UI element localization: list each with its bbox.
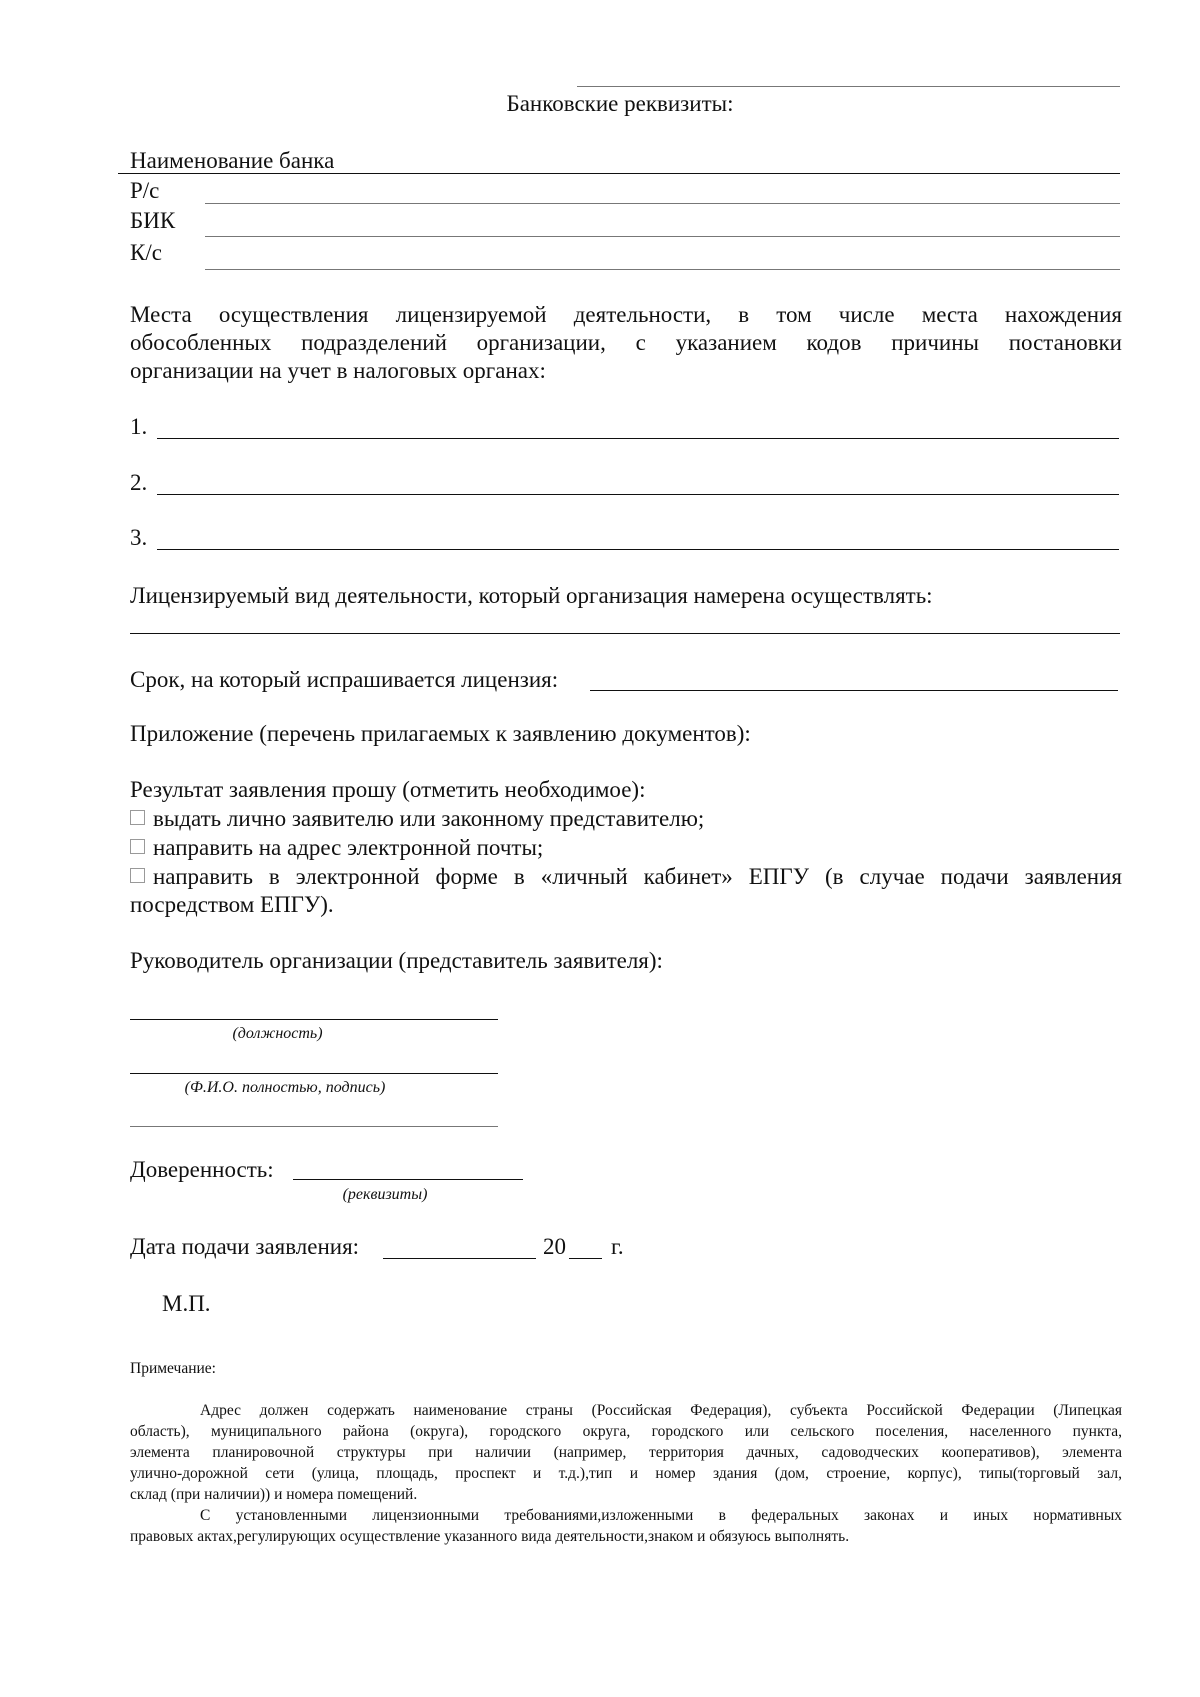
checkbox-epgu-cabinet[interactable]	[130, 868, 145, 883]
note-p1-line4: улично-дорожной сети (улица, площадь, проспект и т.д.),тип и номер здания (дом, строение, корпус), типы(торговый зал,	[130, 1465, 1122, 1482]
position-field[interactable]	[130, 1019, 498, 1020]
top-rule	[577, 86, 1120, 87]
place-item-2-field[interactable]	[157, 494, 1119, 495]
result-option-3-text-cont: посредством ЕПГУ).	[130, 892, 334, 917]
note-p1-line3: элемента планировочной структуры при наличии (например, территория дачных, садоводческих кооперативов), элемента	[130, 1444, 1122, 1461]
place-item-1-number: 1.	[130, 414, 148, 439]
bik-field[interactable]	[205, 236, 1120, 237]
bank-name-label: Наименование банка	[130, 148, 335, 173]
result-option-2[interactable]	[130, 834, 543, 862]
note-p2-line2: правовых актах,регулирующих осуществление указанного вида деятельности,знаком и обязуюсь выполнять.	[130, 1528, 850, 1545]
result-option-1-text: выдать лично заявителю или законному представителю;	[153, 806, 705, 831]
note-p2-line1: С установленными лицензионными требованиями,изложенными в федеральных законах и иных нормативных	[200, 1507, 1122, 1524]
year-suffix: г.	[611, 1234, 624, 1259]
account-label: Р/с	[130, 178, 160, 203]
proxy-label: Доверенность:	[130, 1157, 274, 1182]
term-field[interactable]	[590, 690, 1118, 691]
checkbox-in-person[interactable]	[130, 810, 145, 825]
proxy-caption: (реквизиты)	[342, 1186, 428, 1203]
note-p1-line2: область), муниципального района (округа), городского округа, городского или сельского поселения, населенного пункта,	[130, 1423, 1122, 1440]
proxy-field[interactable]	[293, 1179, 523, 1180]
corr-account-label: К/с	[130, 240, 162, 265]
corr-account-field[interactable]	[205, 269, 1120, 270]
date-label: Дата подачи заявления:	[130, 1234, 360, 1259]
bank-name-field[interactable]	[118, 173, 1120, 174]
result-option-2-text: направить на адрес электронной почты;	[153, 835, 544, 860]
full-name-caption: (Ф.И.О. полностью, подпись)	[184, 1079, 386, 1096]
position-caption: (должность)	[232, 1025, 323, 1042]
activity-label: Лицензируемый вид деятельности, который организация намерена осуществлять:	[130, 583, 933, 608]
account-field[interactable]	[205, 203, 1120, 204]
result-label: Результат заявления прошу (отметить необходимое):	[130, 777, 646, 802]
place-item-3-number: 3.	[130, 525, 148, 550]
result-option-1[interactable]	[130, 805, 704, 833]
places-text-line1: Места осуществления лицензируемой деятельности, в том числе места нахождения	[130, 302, 1122, 327]
head-label: Руководитель организации (представитель заявителя):	[130, 948, 663, 973]
term-label: Срок, на который испрашивается лицензия:	[130, 667, 559, 692]
year-prefix: 20	[543, 1234, 566, 1259]
bik-label: БИК	[130, 208, 176, 233]
note-title: Примечание:	[130, 1360, 216, 1377]
stamp-label: М.П.	[162, 1291, 211, 1316]
result-option-3[interactable]	[130, 863, 1122, 891]
place-item-2-number: 2.	[130, 470, 148, 495]
checkbox-email[interactable]	[130, 839, 145, 854]
extra-signature-line	[130, 1126, 498, 1127]
place-item-1-field[interactable]	[157, 438, 1119, 439]
note-p1-line5: склад (при наличии)) и номера помещений.	[130, 1486, 418, 1503]
places-text-line2: обособленных подразделений организации, с указанием кодов причины постановки	[130, 330, 1122, 355]
place-item-3-field[interactable]	[157, 549, 1119, 550]
year-field[interactable]	[569, 1258, 602, 1259]
note-p1-line1: Адрес должен содержать наименование страны (Российская Федерация), субъекта Российской Федерации (Липецкая	[200, 1402, 1122, 1419]
result-option-3-text: направить в электронной форме в «личный кабинет» ЕПГУ (в случае подачи заявления	[153, 864, 1122, 889]
full-name-signature-field[interactable]	[130, 1073, 498, 1074]
activity-field[interactable]	[130, 633, 1120, 634]
appendix-label: Приложение (перечень прилагаемых к заявлению документов):	[130, 721, 751, 746]
bank-details-title: Банковские реквизиты:	[506, 91, 734, 116]
date-field[interactable]	[383, 1258, 536, 1259]
places-text-line3: организации на учет в налоговых органах:	[130, 358, 546, 383]
